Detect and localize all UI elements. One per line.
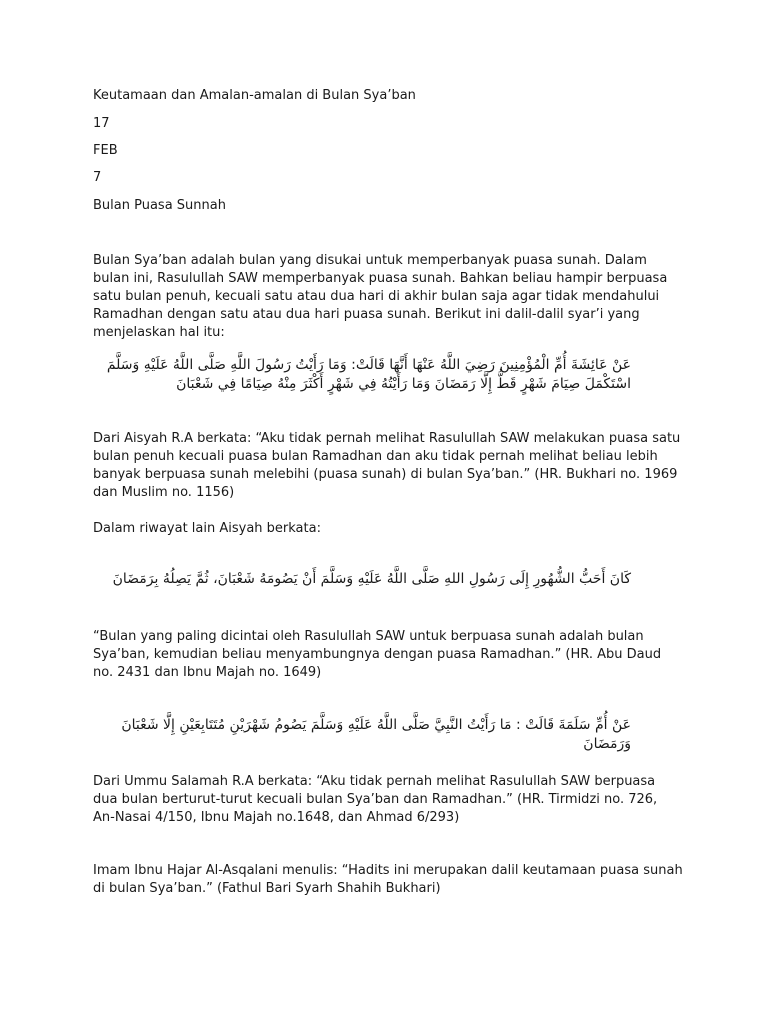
date-day: 17 (93, 116, 110, 131)
hadith-2-translation: “Bulan yang paling dicintai oleh Rasulullah SAW untuk berpuasa sunah adalah bulan Sya’ban, kemudian beliau menyambungnya dengan puasa Ramadhan.” (HR. Abu Daud no. 2431 dan Ibnu Majah no. 1649) (93, 629, 662, 680)
hadith-2-arabic: كَانَ أَحَبُّ الشُّهُورِ إِلَى رَسُولِ اللهِ صَلَّى اللَّهُ عَلَيْهِ وَسَلَّمَ أَنْ يَصُومَهُ شَعْبَانَ، ثُمَّ يَصِلُهُ بِرَمَضَانَ (112, 571, 631, 587)
date-month: FEB (93, 143, 118, 158)
hadith-3-arabic: عَنْ أُمِّ سَلَمَةَ قَالَتْ : مَا رَأَيْتُ النَّبِيَّ صَلَّى اللَّهُ عَلَيْهِ وَسَلَّمَ يَصُومُ شَهْرَيْنِ مُتَتَابِعَيْنِ إِلَّا شَعْبَانَ وَرَمَضَانَ (121, 717, 631, 752)
document-title: Keutamaan dan Amalan-amalan di Bulan Sya’ban (93, 88, 416, 103)
hadith-1-arabic: عَنْ عَائِشَةَ أُمِّ الْمُؤْمِنِينَ رَضِيَ اللَّهُ عَنْهَا أَنَّهَا قَالَتْ: وَمَا رَأَيْتُ رَسُولَ اللَّهِ صَلَّى اللَّهُ عَلَيْهِ وَسَلَّمَ اسْتَكْمَلَ صِيَامَ شَهْرٍ قَطُّ إِلَّا رَمَضَانَ وَمَا رَأَيْتُهُ فِي شَهْرٍ أَكْثَرَ مِنْهُ صِيَامًا فِي شَعْبَانَ (106, 357, 631, 392)
hadith-1-translation: Dari Aisyah R.A berkata: “Aku tidak pernah melihat Rasulullah SAW melakukan puasa satu bulan penuh kecuali puasa bulan Ramadhan dan aku tidak pernah melihat beliau lebih banyak berpuasa sunah melebihi (puasa sunah) di bulan Sya’ban.” (HR. Bukhari no. 1969 dan Muslim no. 1156) (93, 431, 681, 500)
hadith-3-translation: Dari Ummu Salamah R.A berkata: “Aku tidak pernah melihat Rasulullah SAW berpuasa dua bulan berturut-turut kecuali bulan Sya’ban dan Ramadhan.” (HR. Tirmidzi no. 726, An-Nasai 4/150, Ibnu Majah no.1648, dan Ahmad 6/293) (93, 774, 658, 825)
closing-paragraph: Imam Ibnu Hajar Al-Asqalani menulis: “Hadits ini merupakan dalil keutamaan puasa sunah di bulan Sya’ban.” (Fathul Bari Syarh Shahih Bukhari) (93, 863, 683, 896)
intro-paragraph: Bulan Sya’ban adalah bulan yang disukai untuk memperbanyak puasa sunah. Dalam bulan ini, Rasulullah SAW memperbanyak puasa sunah. Bahkan beliau hampir berpuasa satu bulan penuh, kecuali satu atau dua hari di akhir bulan saja agar tidak mendahului Ramadhan dengan satu atau dua hari puasa sunah. Berikut ini dalil-dalil syar’i yang menjelaskan hal itu: (93, 253, 668, 340)
comment-count: 7 (93, 170, 102, 185)
section-heading: Bulan Puasa Sunnah (93, 198, 226, 213)
hadith-2-intro: Dalam riwayat lain Aisyah berkata: (93, 521, 321, 536)
